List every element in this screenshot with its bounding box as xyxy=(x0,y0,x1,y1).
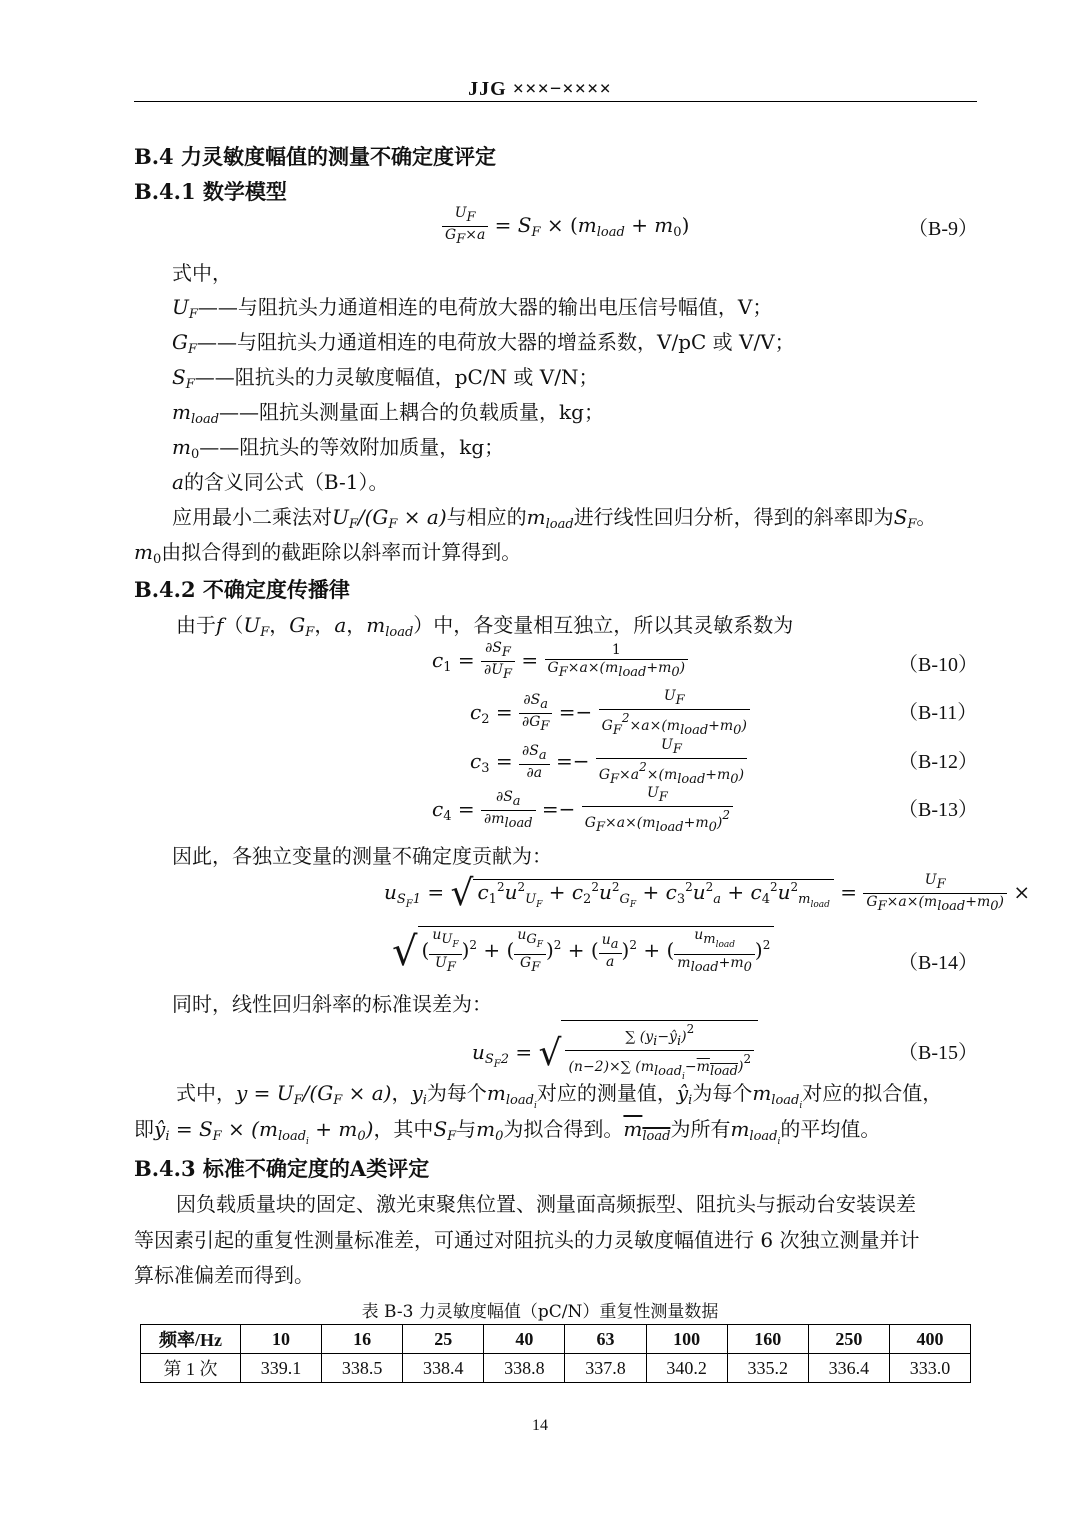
definition-gf: $G_F——$与阻抗头力通道相连的电荷放大器的增益系数，V/pC 或 V/V； xyxy=(172,330,795,357)
table-cell: 333.0 xyxy=(889,1354,970,1383)
definition-a: a的含义同公式（B-1）。 xyxy=(172,470,389,494)
table-header-cell: 100 xyxy=(646,1325,727,1354)
table-header-cell: 160 xyxy=(727,1325,808,1354)
table-header-cell: 40 xyxy=(484,1325,565,1354)
definition-m0: $m_0——$阻抗头的等效附加质量，kg； xyxy=(172,435,505,462)
equation-number-b11: （B-11） xyxy=(898,702,978,724)
table-cell: 335.2 xyxy=(727,1354,808,1383)
table-header-row xyxy=(141,1325,971,1354)
equation-b15: $u_{S_F2}$ = √ $\frac{\sum (y_i-ŷ_i)^2}{(n-2)\times\sum (m_{load_i}-m_{load})^2}$ xyxy=(472,1020,758,1086)
equation-number-b10: （B-10） xyxy=(898,654,978,676)
table-row xyxy=(141,1354,971,1383)
table-cell: 338.4 xyxy=(403,1354,484,1383)
page-number: 14 xyxy=(532,1417,548,1434)
table-cell: 339.1 xyxy=(241,1354,322,1383)
equation-number-b13: （B-13） xyxy=(898,799,978,821)
table-cell: 340.2 xyxy=(646,1354,727,1383)
equation-b9: $\frac{U_F}{G_F\times a}$ = $S_F \times (m_{load} + m_0)$ xyxy=(442,205,689,248)
equation-b13: $c_4$ = $\frac{\partial S_a}{\partial m_{load}}$ =− $\frac{U_F}{G_F\times a\times(m_{load}+m_0)^2}$ xyxy=(432,785,733,836)
header-rule xyxy=(134,101,977,102)
table-header-cell: 16 xyxy=(322,1325,403,1354)
table-cell: 336.4 xyxy=(808,1354,889,1383)
equation-number-b14: （B-14） xyxy=(898,952,978,974)
equation-b14-line1: $u_{S_F1}$ = √ $c_1^2u^2_{U_F} + c_2^2u^2_{G_F} + c_3^2u^2_a + c_4^2u^2_{m_{load}}$ = $\frac{U_F}{G_F\times a\times(m_{load}+m_0)}$ × xyxy=(384,872,1031,914)
where-label: 式中， xyxy=(172,261,232,285)
least-squares-paragraph-line2: $m_0$由拟合得到的截距除以斜率而计算得到。 xyxy=(134,540,522,567)
standard-error-intro: 同时，线性回归斜率的标准误差为： xyxy=(172,992,492,1016)
where-paragraph-line2: 即$ŷ_i = S_F \times (m_{load_i} + m_0)$，其中$S_F$与$m_0$为拟合得到。$m_{load}$为所有$m_{load_i}$的平均值。 xyxy=(134,1117,881,1147)
definition-uf: $U_F——$与阻抗头力通道相连的电荷放大器的输出电压信号幅值，V； xyxy=(172,295,773,322)
equation-number-b9: （B-9） xyxy=(908,218,978,240)
propagation-intro: 由于$f(U_F$，$G_F$，a，$m_{load}$）中，各变量相互独立，所以其灵敏系数为 xyxy=(176,613,794,640)
typeA-paragraph-line2: 等因素引起的重复性测量标准差，可通过对阻抗头的力灵敏度幅值进行 6 次独立测量并计 xyxy=(134,1228,920,1252)
table-cell: 338.8 xyxy=(484,1354,565,1383)
typeA-paragraph-line1: 因负载质量块的固定、激光束聚焦位置、测量面高频振型、阻抗头与振动台安装误差 xyxy=(176,1192,916,1216)
definition-mload: $m_{load}——$阻抗头测量面上耦合的负载质量，kg； xyxy=(172,400,604,427)
table-header-cell: 10 xyxy=(241,1325,322,1354)
typeA-paragraph-line3: 算标准偏差而得到。 xyxy=(134,1263,314,1287)
table-header-cell: 63 xyxy=(565,1325,646,1354)
section-b41-title: B.4.1 数学模型 xyxy=(134,179,287,204)
table-cell: 338.5 xyxy=(322,1354,403,1383)
section-b43-title: B.4.3 标准不确定度的A类评定 xyxy=(134,1156,430,1181)
table-header-cell: 25 xyxy=(403,1325,484,1354)
least-squares-paragraph-line1: 应用最小二乘法对$U_F/(G_F \times a)$与相应的$m_{load}$进行线性回归分析，得到的斜率即为$S_F$。 xyxy=(172,505,937,532)
contribution-intro: 因此，各独立变量的测量不确定度贡献为： xyxy=(172,844,552,868)
page-header: JJG ×××−×××× xyxy=(468,78,612,100)
table-header-cell: 250 xyxy=(808,1325,889,1354)
section-b4-title: B.4 力灵敏度幅值的测量不确定度评定 xyxy=(134,144,496,169)
table-caption: 表 B-3 力灵敏度幅值（pC/N）重复性测量数据 xyxy=(361,1302,719,1322)
equation-b10: $c_1$ = $\frac{\partial S_F}{\partial U_F}$ = $\frac{1}{G_F\times a\times(m_{load}+m_0)}$ xyxy=(432,640,688,683)
equation-b11: $c_2$ = $\frac{\partial S_a}{\partial G_F}$ =− $\frac{U_F}{G_F^2\times a\times(m_{load}+m_0)}$ xyxy=(470,688,750,739)
equation-b12: $c_3$ = $\frac{\partial S_a}{\partial a}$ =− $\frac{U_F}{G_F\times a^2\times(m_{load}+m_0)}$ xyxy=(470,737,747,788)
equation-b14-line2: √ ( $\frac{u_{U_F}}{U_F}$ )$^2$ + ( $\frac{u_{G_F}}{G_F}$ )$^2$ + ( $\frac{u_a}{a}$ )$^2$ + ( $\frac{u_{m_{load}}}{m_{load}+m_0}$ )$^2$ xyxy=(392,926,774,976)
definition-sf: $S_F——$阻抗头的力灵敏度幅值，pC/N 或 V/N； xyxy=(172,365,599,392)
equation-number-b15: （B-15） xyxy=(898,1042,978,1064)
where-paragraph-line1: 式中，$y = U_F/(G_F \times a)$，$y_i$为每个$m_{load_i}$对应的测量值，$ŷ_i$为每个$m_{load_i}$对应的拟合值， xyxy=(176,1081,943,1111)
section-b42-title: B.4.2 不确定度传播律 xyxy=(134,577,350,602)
table-header-cell: 400 xyxy=(889,1325,970,1354)
table-cell: 第 1 次 xyxy=(141,1354,241,1383)
repeatability-table xyxy=(140,1324,971,1383)
table-header-cell: 频率/Hz xyxy=(141,1325,241,1354)
table-cell: 337.8 xyxy=(565,1354,646,1383)
equation-number-b12: （B-12） xyxy=(898,751,978,773)
